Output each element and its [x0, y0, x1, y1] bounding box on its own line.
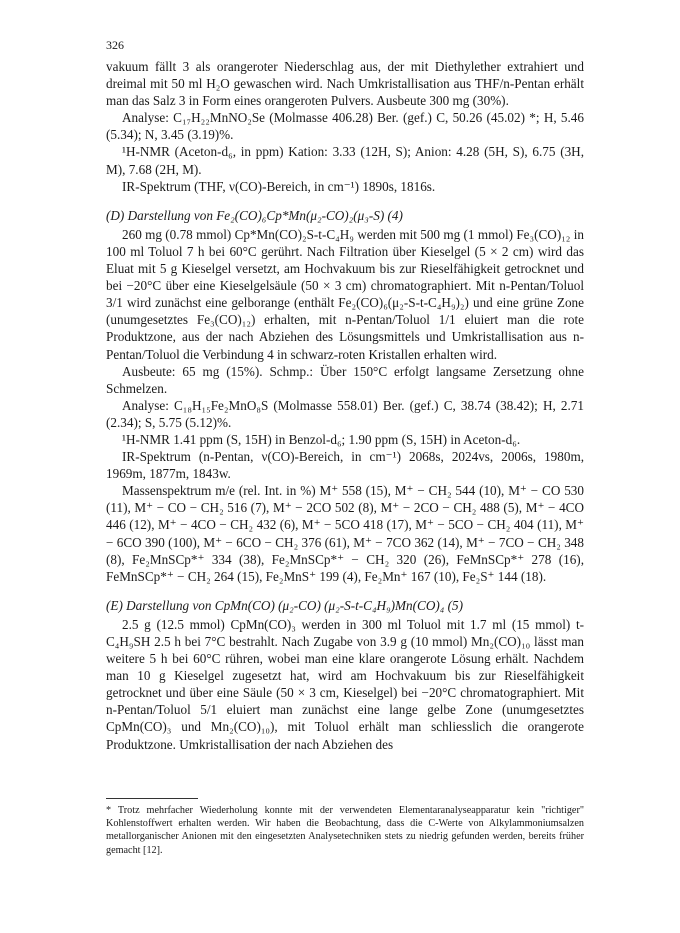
- footnote: * Trotz mehrfacher Wiederholung konnte mit der verwendeten Elementaranalyseapparatur kein "richtiger" Kohlenstoffwert erhalten werden. Wir haben die Beobachtung, dass die C-Werte von Alkylammoniumsalzen metallorganischer Anionen mit den eingesetzten Analysetechniken stets zu niedrig gefunden werden, bereits früher gemacht [12].: [106, 805, 584, 856]
- section-d-paragraph: 260 mg (0.78 mmol) Cp*Mn(CO)₂S-t-C₄H₉ werden mit 500 mg (1 mmol) Fe₃(CO)₁₂ in 100 ml Toluol 7 h bei 60°C gerührt. Nach Filtration über Kieselgel (5 × 2 cm) wird das Eluat mit 5 g Kieselgel versetzt, am Hochvakuum bis zur Rieselfähigkeit getrocknet und bei −20°C über eine Kieselgelsäule (50 × 3 cm) chromatographiert. Mit n-Pentan/Toluol 3/1 wird zunächst eine gelborange (enthält Fe₂(CO)₆(μ₂-S-t-C₄H₉)₂) und eine grüne Zone (unumgesetztes Fe₃(CO)₁₂) erhalten, mit n-Pentan/Toluol 1/1 eluiert man die rote Produktzone, aus der nach Abziehen des Lösungsmittels und Umkristallisation aus n-Pentan/Toluol die Verbindung 4 in schwarz-roten Kristallen erhalten wird.: [106, 226, 584, 362]
- section-d-paragraph: IR-Spektrum (n-Pentan, ν(CO)-Bereich, in cm⁻¹) 2068s, 2024vs, 2006s, 1980m, 1969m, 1877m, 1843w.: [106, 449, 584, 482]
- ir-paragraph: IR-Spektrum (THF, ν(CO)-Bereich, in cm⁻¹) 1890s, 1816s.: [122, 178, 436, 194]
- page-number: 326: [106, 38, 124, 52]
- paragraph: vakuum fällt 3 als orangeroter Niederschlag aus, der mit Diethylether extrahiert und dreimal mit 50 ml H₂O gewaschen wird. Nach Umkristallisation aus THF/n-Pentan erhält man das Salz 3 in Form eines orangeroten Pulvers. Ausbeute 300 mg (30%).: [106, 59, 584, 109]
- nmr-paragraph: ¹H-NMR (Aceton-d₆, in ppm) Kation: 3.33 (12H, S); Anion: 4.28 (5H, S), 6.75 (3H, M), 7.68 (2H, M).: [106, 144, 584, 177]
- section-d-paragraph: ¹H-NMR 1.41 ppm (S, 15H) in Benzol-d₆; 1.90 ppm (S, 15H) in Aceton-d₆.: [122, 431, 521, 447]
- section-d-paragraph: Massenspektrum m/e (rel. Int. in %) M⁺ 558 (15), M⁺ − CH₂ 544 (10), M⁺ − CO 530 (11), M⁺ − CO − CH₂ 516 (7), M⁺ − 2CO 502 (8), M⁺ − 2CO − CH₂ 488 (5), M⁺ − 4CO 446 (12), M⁺ − 4CO − CH₂ 432 (6), M⁺ − 5CO 418 (17), M⁺ − 5CO − CH₂ 404 (11), M⁺ − 6CO 390 (100), M⁺ − 6CO − CH₂ 376 (61), M⁺ − 7CO 362 (14), M⁺ − 7CO − CH₂ 348 (8), Fe₂MnSCp*⁺ 334 (38), Fe₂MnSCp*⁺ − CH₂ 320 (26), FeMnSCp*⁺ 278 (16), FeMnSCp*⁺ − CH₂ 264 (15), Fe₂MnS⁺ 199 (4), Fe₂Mn⁺ 167 (10), Fe₂S⁺ 144 (18).: [106, 483, 584, 584]
- section-e-paragraph: 2.5 g (12.5 mmol) CpMn(CO)₃ werden in 300 ml Toluol mit 1.7 ml (15 mmol) t-C₄H₉SH 2.5 h bei 7°C bestrahlt. Nach Zugabe von 3.9 g (10 mmol) Mn₂(CO)₁₀ lässt man weitere 5 h bei 60°C rühren, wobei man eine klare orangerote Lösung erhält. Nachdem man 10 g Kieselgel zugesetzt hat, wird am Hochvakuum bis zur Rieselfähigkeit getrocknet und über eine Säule (50 × 3 cm, Kieselgel) bei −20°C chromatographiert. Mit n-Pentan/Toluol 5/1 eluiert man zunächst eine lange gelbe Zone (unumgesetztes CpMn(CO)₃ und Mn₂(CO)₁₀), mit Toluol erhält man schliesslich die orangerote Produktzone. Umkristallisation der nach Abziehen des: [106, 616, 584, 752]
- section-e-heading: (E) Darstellung von CpMn(CO) (μ₂-CO) (μ₂-S-t-C₄H₉)Mn(CO)₄ (5): [106, 597, 463, 613]
- section-d-paragraph: Ausbeute: 65 mg (15%). Schmp.: Über 150°C erfolgt langsame Zersetzung ohne Schmelzen.: [106, 363, 584, 396]
- section-d-paragraph: Analyse: C₁₈H₁₅Fe₂MnO₈S (Molmasse 558.01) Ber. (gef.) C, 38.74 (38.42); H, 2.71 (2.34); S, 5.75 (5.12)%.: [106, 397, 584, 430]
- analysis-paragraph: Analyse: C₁₇H₂₂MnNO₂Se (Molmasse 406.28) Ber. (gef.) C, 50.26 (45.02) *; H, 5.46 (5.34); N, 3.45 (3.19)%.: [106, 110, 584, 143]
- section-d-heading: (D) Darstellung von Fe₂(CO)₆Cp*Mn(μ₂-CO)₂(μ₃-S) (4): [106, 207, 403, 223]
- footnote-rule: [106, 798, 198, 799]
- main-text: [106, 58, 584, 753]
